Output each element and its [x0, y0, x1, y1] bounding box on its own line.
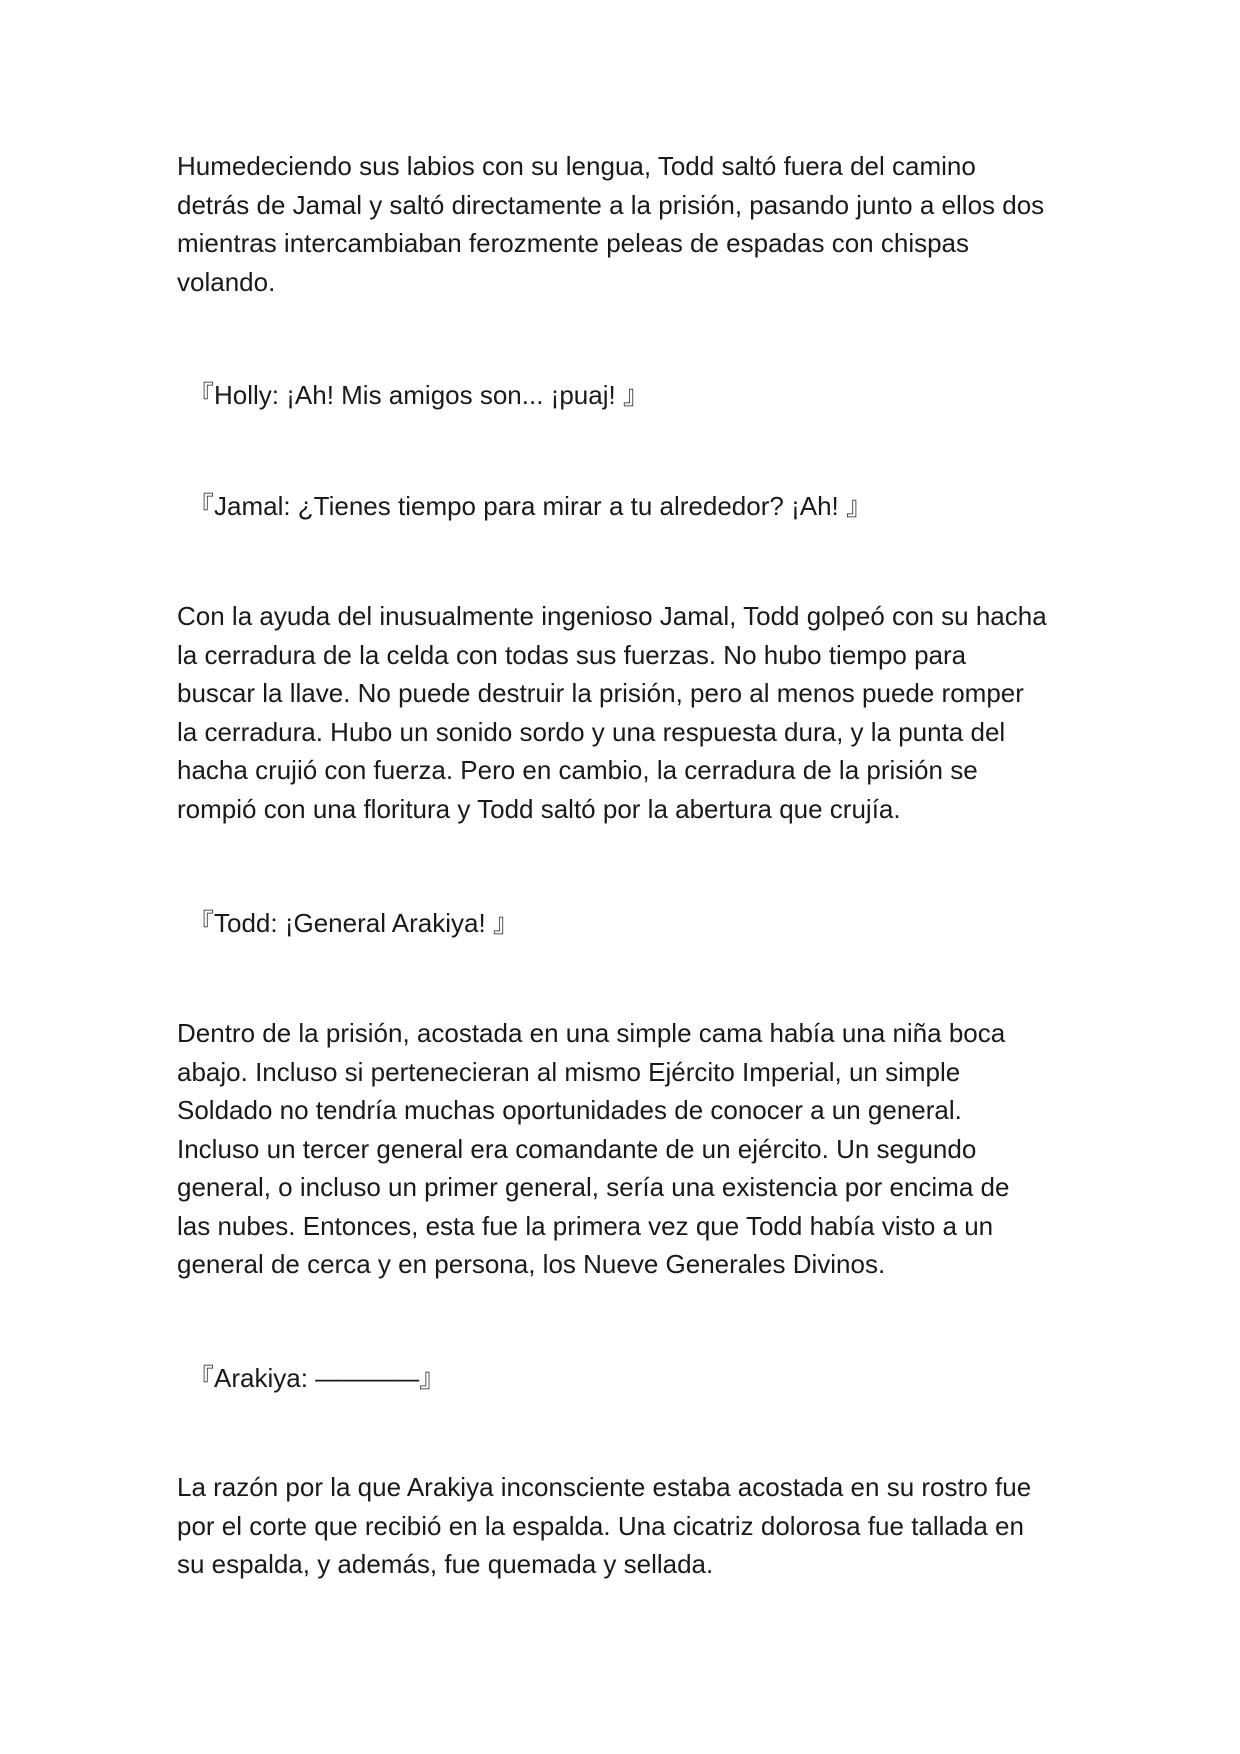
- paragraph-4-line: La razón por la que Arakiya inconsciente estaba acostada en su rostro fue: [177, 1472, 1032, 1502]
- paragraph-2-line: la cerradura de la celda con todas sus fuerzas. No hubo tiempo para: [177, 639, 967, 670]
- dialogue-arakiya: [188, 1359, 1088, 1398]
- paragraph-1: [177, 147, 1077, 301]
- paragraph-1-line: mientras intercambiaban ferozmente peleas de espadas con chispas: [177, 228, 970, 258]
- paragraph-2: [177, 597, 1077, 828]
- paragraph-4: [177, 1468, 1077, 1584]
- dialogue-todd-text: 『Todd: ¡General Arakiya! 』: [188, 908, 519, 938]
- paragraph-3-line: general, o incluso un primer general, sería una existencia por encima de: [177, 1172, 1010, 1202]
- paragraph-1-line: Humedeciendo sus labios con su lengua, Todd saltó fuera del camino: [177, 151, 976, 181]
- dialogue-jamal-text: 『Jamal: ¿Tienes tiempo para mirar a tu alrededor? ¡Ah! 』: [188, 491, 872, 521]
- paragraph-2-line: Con la ayuda del inusualmente ingenioso Jamal, Todd golpeó con su hacha: [177, 601, 1047, 631]
- dialogue-holly-text: 『Holly: ¡Ah! Mis amigos son... ¡puaj! 』: [188, 380, 649, 410]
- paragraph-3-line: Dentro de la prisión, acostada en una simple cama había una niña boca: [177, 1018, 1006, 1048]
- dialogue-todd: [188, 904, 1088, 943]
- paragraph-3-line: Incluso un tercer general era comandante de un ejército. Un segundo: [177, 1133, 977, 1164]
- dialogue-jamal: [188, 487, 1088, 526]
- paragraph-1-line: detrás de Jamal y saltó directamente a la prisión, pasando junto a ellos dos: [177, 189, 1045, 220]
- paragraph-3-line: general de cerca y en persona, los Nueve Generales Divinos.: [177, 1249, 886, 1279]
- paragraph-2-line: rompió con una floritura y Todd saltó por la abertura que crujía.: [177, 793, 901, 824]
- paragraph-2-line: hacha crujió con fuerza. Pero en cambio, la cerradura de la prisión se: [177, 755, 978, 785]
- paragraph-2-line: buscar la llave. No puede destruir la prisión, pero al menos puede romper: [177, 678, 1024, 708]
- paragraph-3-line: abajo. Incluso si pertenecieran al mismo Ejército Imperial, un simple: [177, 1056, 961, 1087]
- paragraph-4-line: su espalda, y además, fue quemada y sellada.: [177, 1549, 714, 1579]
- paragraph-4-line: por el corte que recibió en la espalda. Una cicatriz dolorosa fue tallada en: [177, 1510, 1024, 1541]
- paragraph-3-line: Soldado no tendría muchas oportunidades de conocer a un general.: [177, 1095, 962, 1125]
- paragraph-1-line: volando.: [177, 266, 276, 297]
- paragraph-3-line: las nubes. Entonces, esta fue la primera vez que Todd había visto a un: [177, 1210, 994, 1241]
- dialogue-holly: [188, 376, 1088, 415]
- dialogue-arakiya-text: 『Arakiya: ————』: [188, 1363, 446, 1393]
- paragraph-2-line: la cerradura. Hubo un sonido sordo y una respuesta dura, y la punta del: [177, 716, 1006, 747]
- paragraph-3: [177, 1014, 1077, 1284]
